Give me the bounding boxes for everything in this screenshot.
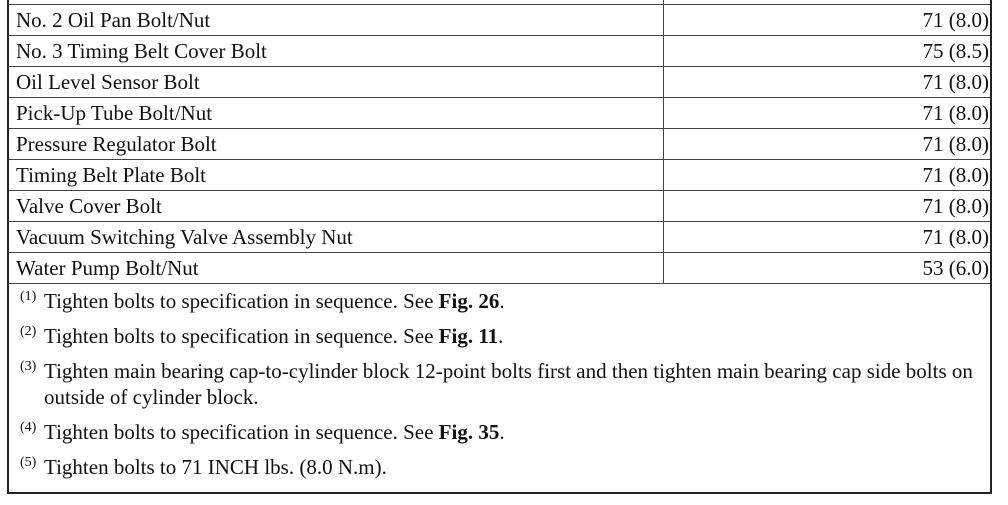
footnotes (9, 284, 990, 480)
fastener-name: Pressure Regulator Bolt (9, 129, 663, 160)
table-row (9, 67, 990, 98)
torque-value: 71 (8.0) (663, 129, 990, 160)
figure-reference: Fig. 11 (438, 324, 499, 348)
table-row (9, 253, 990, 284)
torque-value: 75 (8.5) (663, 36, 990, 67)
table-row (9, 5, 990, 36)
figure-reference: Fig. 35 (438, 420, 500, 444)
fastener-name: Timing Belt Plate Bolt (9, 160, 663, 191)
torque-value: 71 (8.0) (663, 191, 990, 222)
table-row (9, 160, 990, 191)
torque-spec-document (7, 0, 992, 494)
footnote-marker: (3) (20, 359, 37, 374)
torque-value: 71 (8.0) (663, 5, 990, 36)
torque-value: 53 (6.0) (663, 253, 990, 284)
fastener-name: Vacuum Switching Valve Assembly Nut (9, 222, 663, 253)
table-row (9, 191, 990, 222)
fastener-name: No. 3 Timing Belt Cover Bolt (9, 36, 663, 67)
footnote-marker: (4) (20, 420, 37, 435)
footnote-tail: . (499, 289, 505, 313)
footnote-text: Tighten bolts to specification in sequence. See (44, 289, 439, 313)
footnote-text: Tighten bolts to specification in sequence. See (44, 420, 439, 444)
footnote-marker: (1) (20, 289, 37, 304)
torque-value: 71 (8.0) (663, 160, 990, 191)
footnote-marker: (2) (20, 324, 37, 339)
footnote-marker: (5) (20, 455, 37, 470)
fastener-name: Oil Level Sensor Bolt (9, 67, 663, 98)
fastener-name: Pick-Up Tube Bolt/Nut (9, 98, 663, 129)
torque-value: 71 (8.0) (663, 222, 990, 253)
fastener-name: Water Pump Bolt/Nut (9, 253, 663, 284)
footnote-text: Tighten main bearing cap-to-cylinder block 12-point bolts first and then tighten main bearing cap side bolts on outside of cylinder block. (44, 359, 973, 409)
table-row (9, 98, 990, 129)
footnote-tail: . (498, 324, 504, 348)
table-row (9, 222, 990, 253)
footnote-text: Tighten bolts to specification in sequence. See (44, 324, 439, 348)
table-row (9, 129, 990, 160)
torque-spec-table (9, 0, 990, 284)
footnote (9, 454, 990, 480)
fastener-name: No. 2 Oil Pan Bolt/Nut (9, 5, 663, 36)
fastener-name: Valve Cover Bolt (9, 191, 663, 222)
torque-value: 71 (8.0) (663, 98, 990, 129)
footnote (9, 288, 990, 314)
table-row (9, 36, 990, 67)
figure-reference: Fig. 26 (438, 289, 500, 313)
footnote-tail: . (499, 420, 505, 444)
footnote-text: Tighten bolts to 71 INCH lbs. (8.0 N.m). (44, 455, 387, 479)
footnote (9, 323, 990, 349)
footnote (9, 419, 990, 445)
footnote (9, 358, 990, 410)
torque-value: 71 (8.0) (663, 67, 990, 98)
